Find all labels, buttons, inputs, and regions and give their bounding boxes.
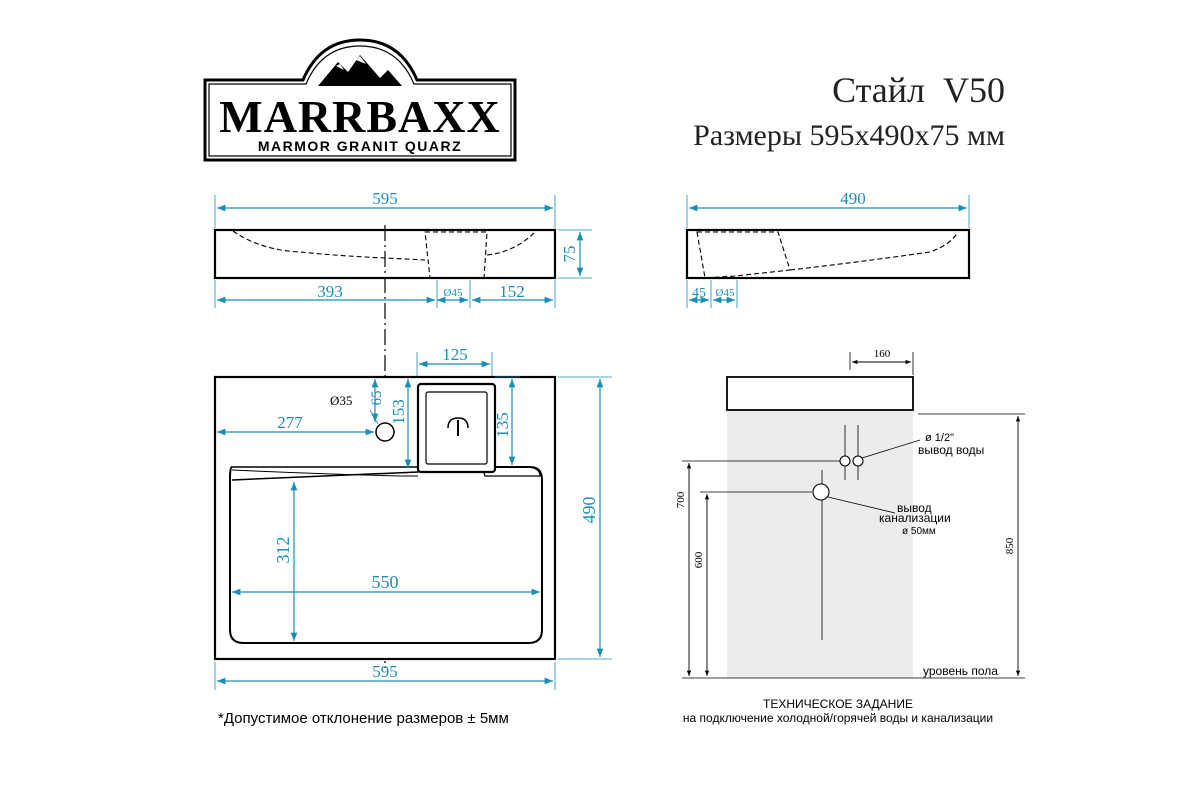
floor-level-label: уровень пола xyxy=(923,664,998,678)
brand-logo xyxy=(205,40,515,160)
tolerance-footnote: *Допустимое отклонение размеров ± 5мм xyxy=(218,710,509,727)
side-view xyxy=(687,189,969,308)
front-height-label: 75 xyxy=(560,245,579,263)
drain-offset-label: 135 xyxy=(493,412,512,438)
front-right-offset-label: 152 xyxy=(499,282,525,301)
faucet-hole-offset-label: 65 xyxy=(369,390,385,406)
front-left-offset-label: 393 xyxy=(317,282,343,301)
water-outlet-label: вывод воды xyxy=(918,443,985,457)
faucet-block-width-label: 125 xyxy=(442,345,468,364)
drain-dia-label: ø 50мм xyxy=(902,526,936,537)
model-title: Стайл V50 xyxy=(832,70,1005,110)
drain-height-label: 600 xyxy=(693,551,705,569)
water-outlet-left xyxy=(840,456,850,466)
drain-label-line1: вывод xyxy=(897,501,932,515)
total-depth-label: 490 xyxy=(579,496,599,524)
sizes-title: Размеры 595х490х75 мм xyxy=(693,119,1005,152)
spec-subtitle: на подключение холодной/горячей воды и канализации xyxy=(682,711,994,725)
top-view xyxy=(215,345,612,690)
bowl-width-label: 550 xyxy=(371,572,399,592)
water-outlet-dia-label: ø 1/2" xyxy=(925,432,954,444)
side-depth-label: 490 xyxy=(840,189,866,208)
faucet-hole-dia-label: Ø35 xyxy=(330,393,353,408)
installation-view xyxy=(675,348,1025,678)
side-drain-dia-label: Ø45 xyxy=(715,287,735,299)
top-total-width-label: 595 xyxy=(372,662,398,681)
brand-tagline: MARMOR GRANIT QUARZ xyxy=(257,138,463,154)
front-width-label: 595 xyxy=(372,189,398,208)
brand-name: MARRBAXX xyxy=(219,91,501,142)
side-offset-label: 45 xyxy=(692,286,706,301)
spec-title: ТЕХНИЧЕСКОЕ ЗАДАНИЕ xyxy=(763,697,913,711)
install-top-offset-label: 160 xyxy=(873,348,891,360)
sink-height-label: 850 xyxy=(1004,537,1016,555)
bowl-depth-label: 312 xyxy=(273,536,293,564)
water-outlet-right xyxy=(853,456,863,466)
sewer-outlet xyxy=(813,484,829,500)
front-view xyxy=(215,189,592,308)
drain-label-line2: канализации xyxy=(879,511,951,525)
front-drain-dia-label: Ø45 xyxy=(443,287,463,299)
water-height-label: 700 xyxy=(675,491,687,509)
faucet-x-label: 277 xyxy=(277,413,303,432)
block-depth-label: 153 xyxy=(389,399,408,425)
